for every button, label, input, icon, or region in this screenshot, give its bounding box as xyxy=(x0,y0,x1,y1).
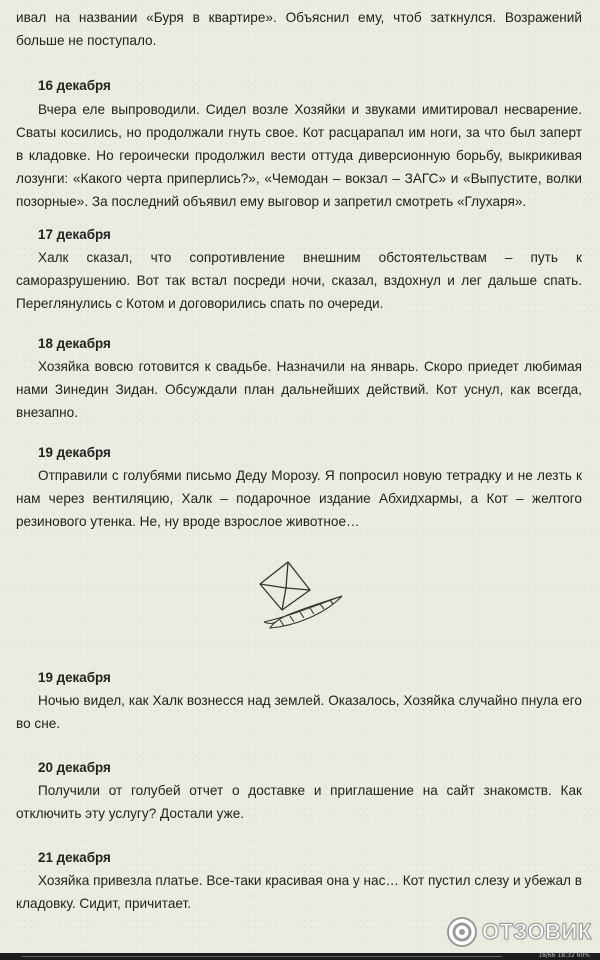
paragraph-dec-19: Отправили с голубями письмо Деду Морозу. Я попросил новую тетрадку и не лезть к нам через вентиляцию, Халк – подарочное издание Абхидхармы, а Кот – желтого резинового утенка. Не, ну вроде взрослое животное… xyxy=(16,468,582,529)
paragraph-dec-20: Получили от голубей отчет о доставке и приглашение на сайт знакомств. Как отключить эту услугу? Достали уже. xyxy=(16,783,582,821)
status-text: 18/66 18:32 60% xyxy=(538,952,590,959)
heading-dec-20: 20 декабря xyxy=(38,760,111,775)
envelope-feather-illustration xyxy=(250,556,350,636)
paragraph-dec-16: Вчера еле выпроводили. Сидел возле Хозяйки и звуками имитировал несварение. Сваты косились, но продолжали гнуть свое. Кот расцарапал им ноги, за что был заперт в кладовке. Но героически продолжил вести оттуда диверсионную борьбу, выкрикивая лозунги: «Какого черта приперлись?», «Чемодан – вокзал – ЗАГС» и «Выпустите, волки позорные». За последний объявил ему выговор и запретил смотреть «Глухаря». xyxy=(16,102,582,209)
heading-dec-21: 21 декабря xyxy=(38,850,111,865)
heading-dec-19-second: 19 декабря xyxy=(38,670,111,685)
heading-dec-16: 16 декабря xyxy=(38,78,111,93)
reader-status-bar xyxy=(0,953,600,960)
otzovik-logo-icon xyxy=(446,916,478,948)
heading-dec-17: 17 декабря xyxy=(38,227,111,242)
paragraph-dec-18: Хозяйка вовсю готовится к свадьбе. Назначили на январь. Скоро приедет любимая нами Зинедин Зидан. Обсуждали план дальнейших действий. Кот уснул, как всегда, внезапно. xyxy=(16,359,582,420)
paragraph-dec-19-second: Ночью видел, как Халк вознесся над землей. Оказалось, Хозяйка случайно пнула его во сне. xyxy=(16,693,582,731)
otzovik-logo-text: ОТЗОВИК xyxy=(482,919,592,944)
progress-line xyxy=(22,956,502,957)
paragraph-continuation: ивал на названии «Буря в квартире». Объяснил ему, чтоб заткнулся. Возражений больше не поступало. xyxy=(16,10,582,48)
heading-dec-19: 19 декабря xyxy=(38,445,111,460)
paragraph-dec-17: Халк сказал, что сопротивление внешним обстоятельствам – путь к саморазрушению. Вот так встал посреди ночи, сказал, вздохнул и лег дальше спать. Переглянулись с Котом и договорились спать по очереди. xyxy=(16,250,582,311)
paragraph-dec-21: Хозяйка привезла платье. Все-таки красивая она у нас… Кот пустил слезу и убежал в кладовку. Сидит, причитает. xyxy=(16,873,582,911)
heading-dec-18: 18 декабря xyxy=(38,336,111,351)
otzovik-watermark xyxy=(446,914,596,950)
